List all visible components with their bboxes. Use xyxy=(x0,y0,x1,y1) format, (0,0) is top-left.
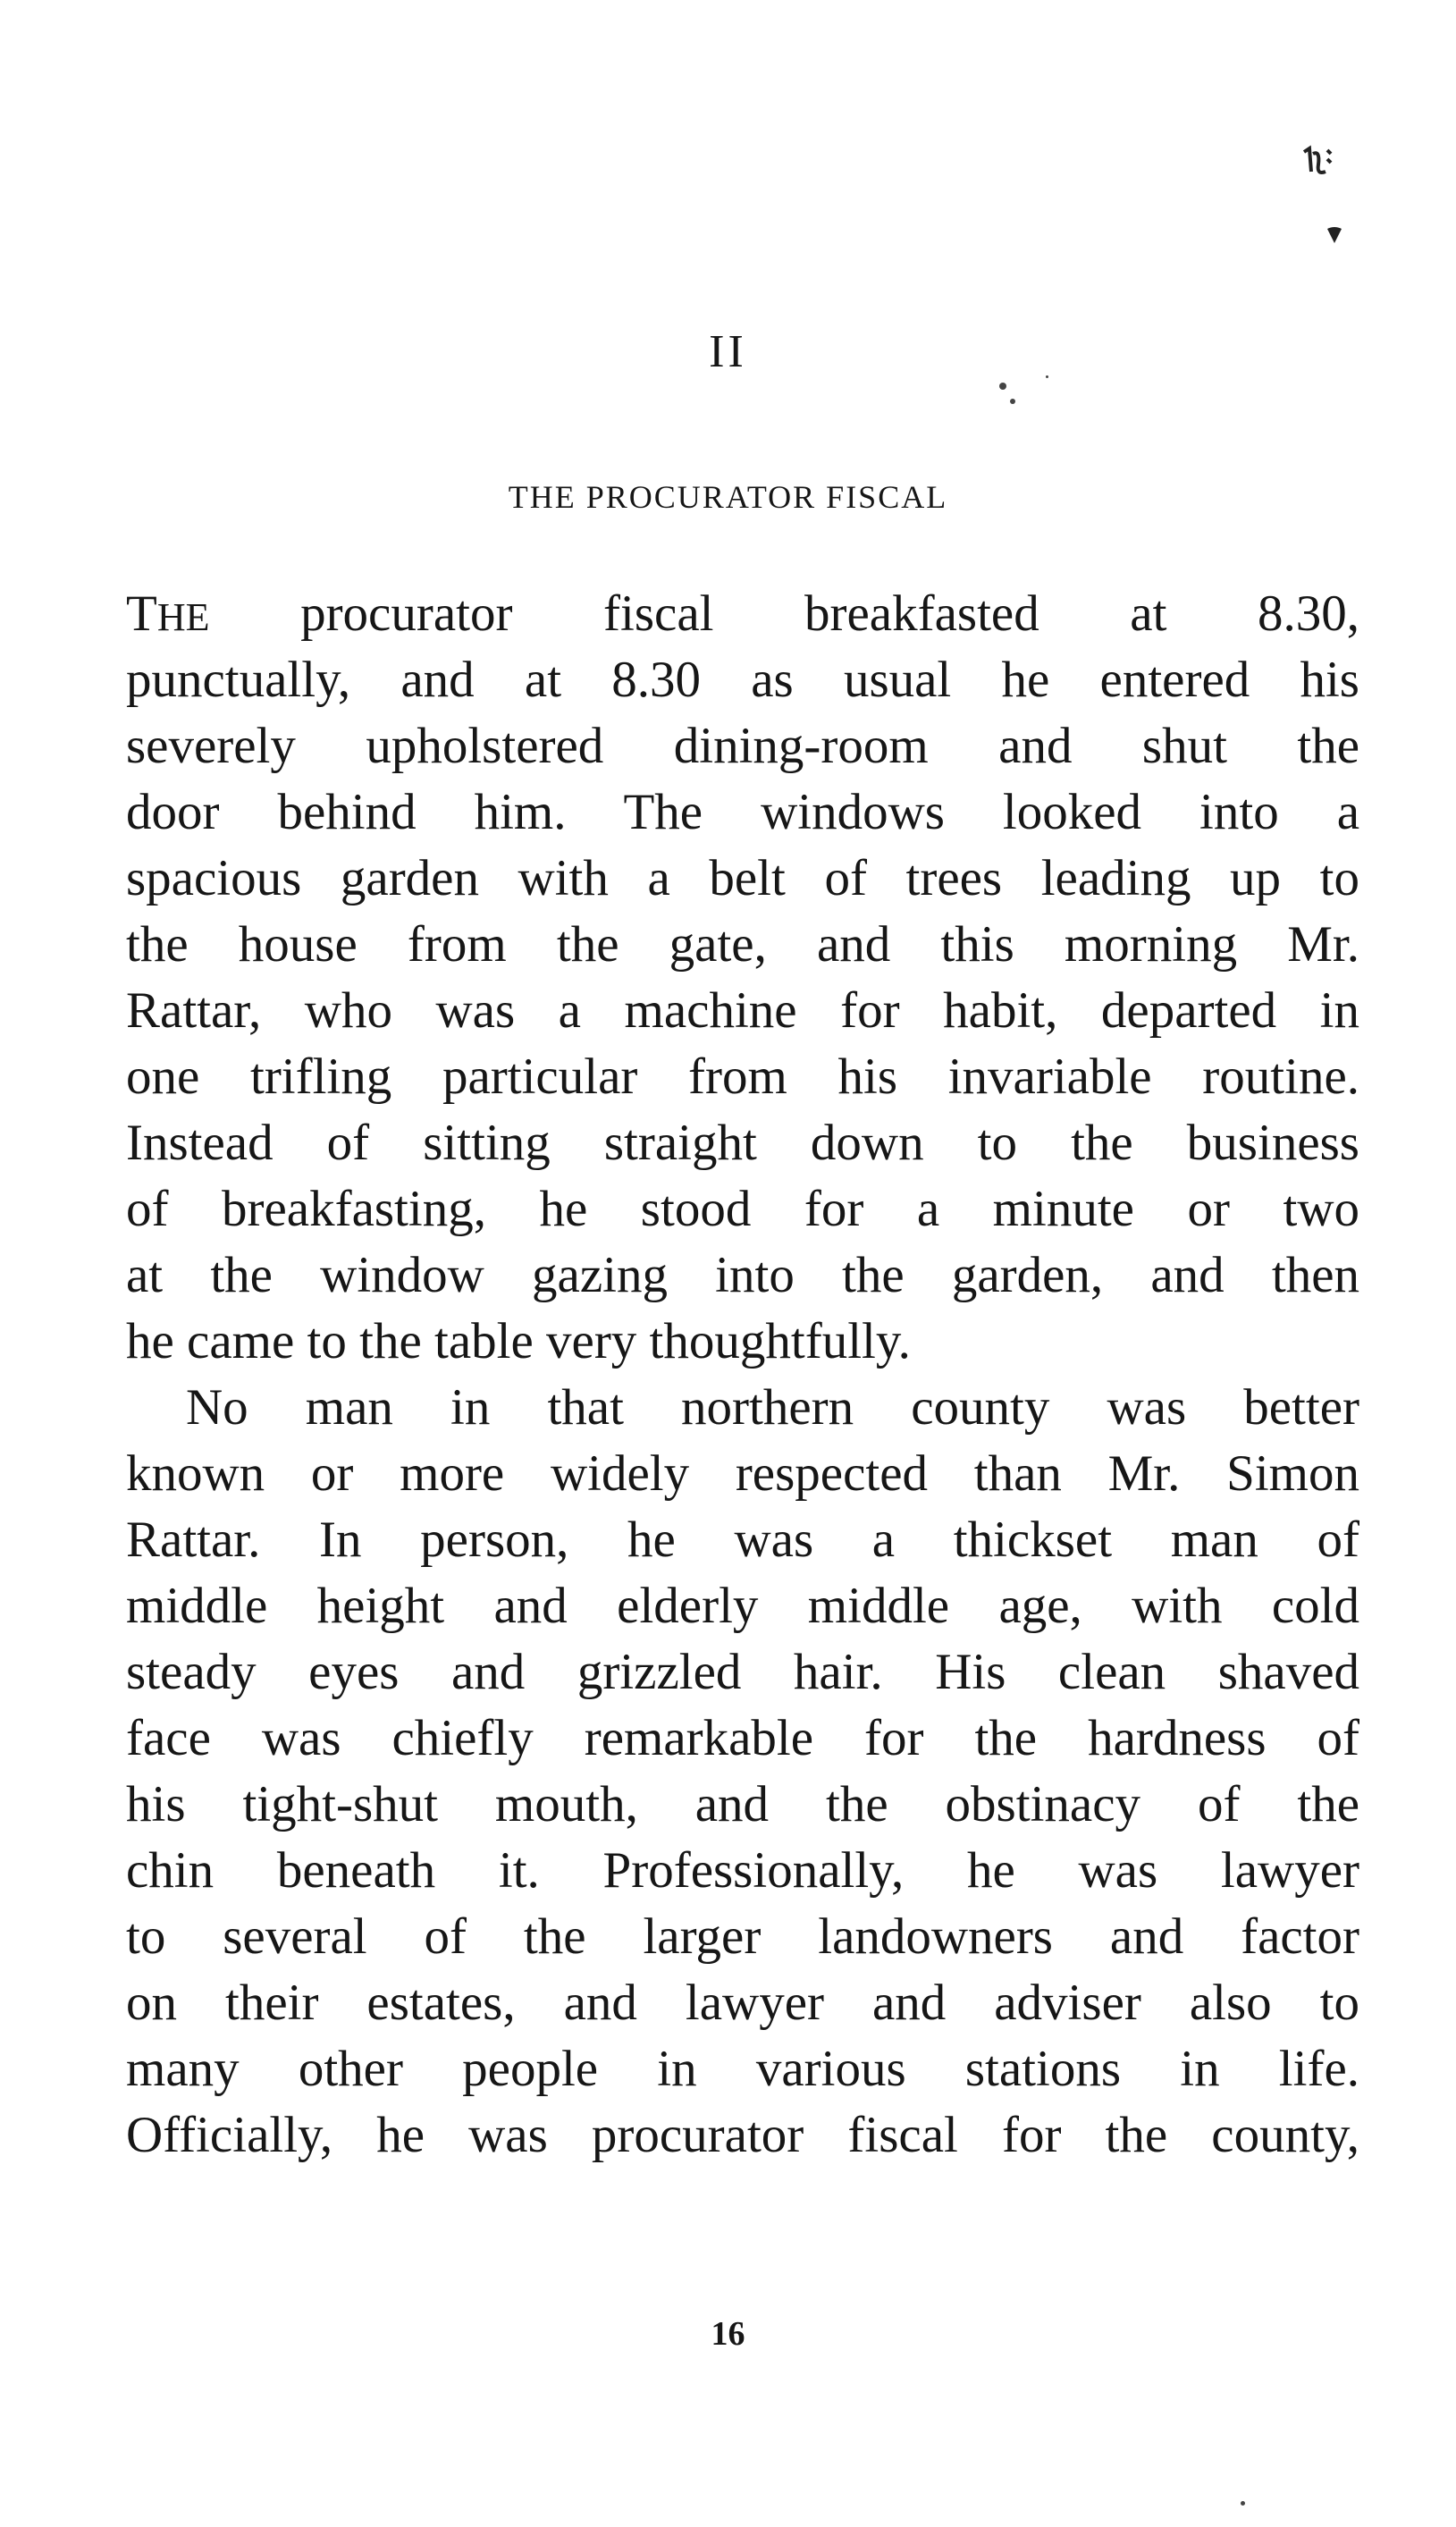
scan-speck xyxy=(999,383,1006,390)
chapter-number: II xyxy=(709,326,747,377)
margin-ink-mark-icon xyxy=(1325,223,1344,247)
chapter-title: THE PROCURATOR FISCAL xyxy=(508,479,948,515)
margin-ink-mark-icon xyxy=(1300,145,1336,181)
text-line: face was chiefly remarkable for the hardness of xyxy=(126,1710,1359,1766)
text-line: spacious garden with a belt of trees leading up to xyxy=(126,850,1359,906)
text-line: he came to the table very thoughtfully. xyxy=(126,1313,911,1369)
text-line: punctually, and at 8.30 as usual he entered his xyxy=(126,652,1359,708)
text-line: Rattar, who was a machine for habit, departed in xyxy=(126,982,1359,1039)
scan-speck xyxy=(1046,375,1048,378)
text-line: No man in that northern county was better xyxy=(186,1379,1359,1436)
text-line: one trifling particular from his invariable routine. xyxy=(126,1049,1359,1105)
text-line: middle height and elderly middle age, with cold xyxy=(126,1578,1359,1634)
page-number: 16 xyxy=(711,2315,745,2353)
scan-speck xyxy=(1010,399,1015,404)
text-line: Rattar. In person, he was a thickset man of xyxy=(126,1512,1359,1568)
small-caps-word: THE xyxy=(126,585,210,642)
text-line: his tight-shut mouth, and the obstinacy of the xyxy=(126,1776,1359,1832)
text-line: steady eyes and grizzled hair. His clean shaved xyxy=(126,1644,1359,1700)
scan-speck xyxy=(1241,2501,1245,2506)
text-line: many other people in various stations in life. xyxy=(126,2041,1359,2097)
text-line: Instead of sitting straight down to the business xyxy=(126,1115,1359,1171)
text-line: at the window gazing into the garden, and then xyxy=(126,1247,1359,1303)
text-line: THE procurator fiscal breakfasted at 8.30, xyxy=(126,585,1359,642)
text-line: door behind him. The windows looked into a xyxy=(126,784,1359,840)
text-line: Officially, he was procurator fiscal for the county, xyxy=(126,2107,1359,2163)
text-line: severely upholstered dining-room and shut the xyxy=(126,718,1359,774)
text-line: to several of the larger landowners and factor xyxy=(126,1908,1359,1965)
text-line: known or more widely respected than Mr. Simon xyxy=(126,1445,1359,1502)
text-line: the house from the gate, and this morning Mr. xyxy=(126,916,1359,973)
text-line: chin beneath it. Professionally, he was lawyer xyxy=(126,1842,1359,1899)
body-text xyxy=(126,581,1359,2169)
text-line: on their estates, and lawyer and adviser also to xyxy=(126,1975,1359,2031)
text-line: of breakfasting, he stood for a minute or two xyxy=(126,1181,1359,1237)
